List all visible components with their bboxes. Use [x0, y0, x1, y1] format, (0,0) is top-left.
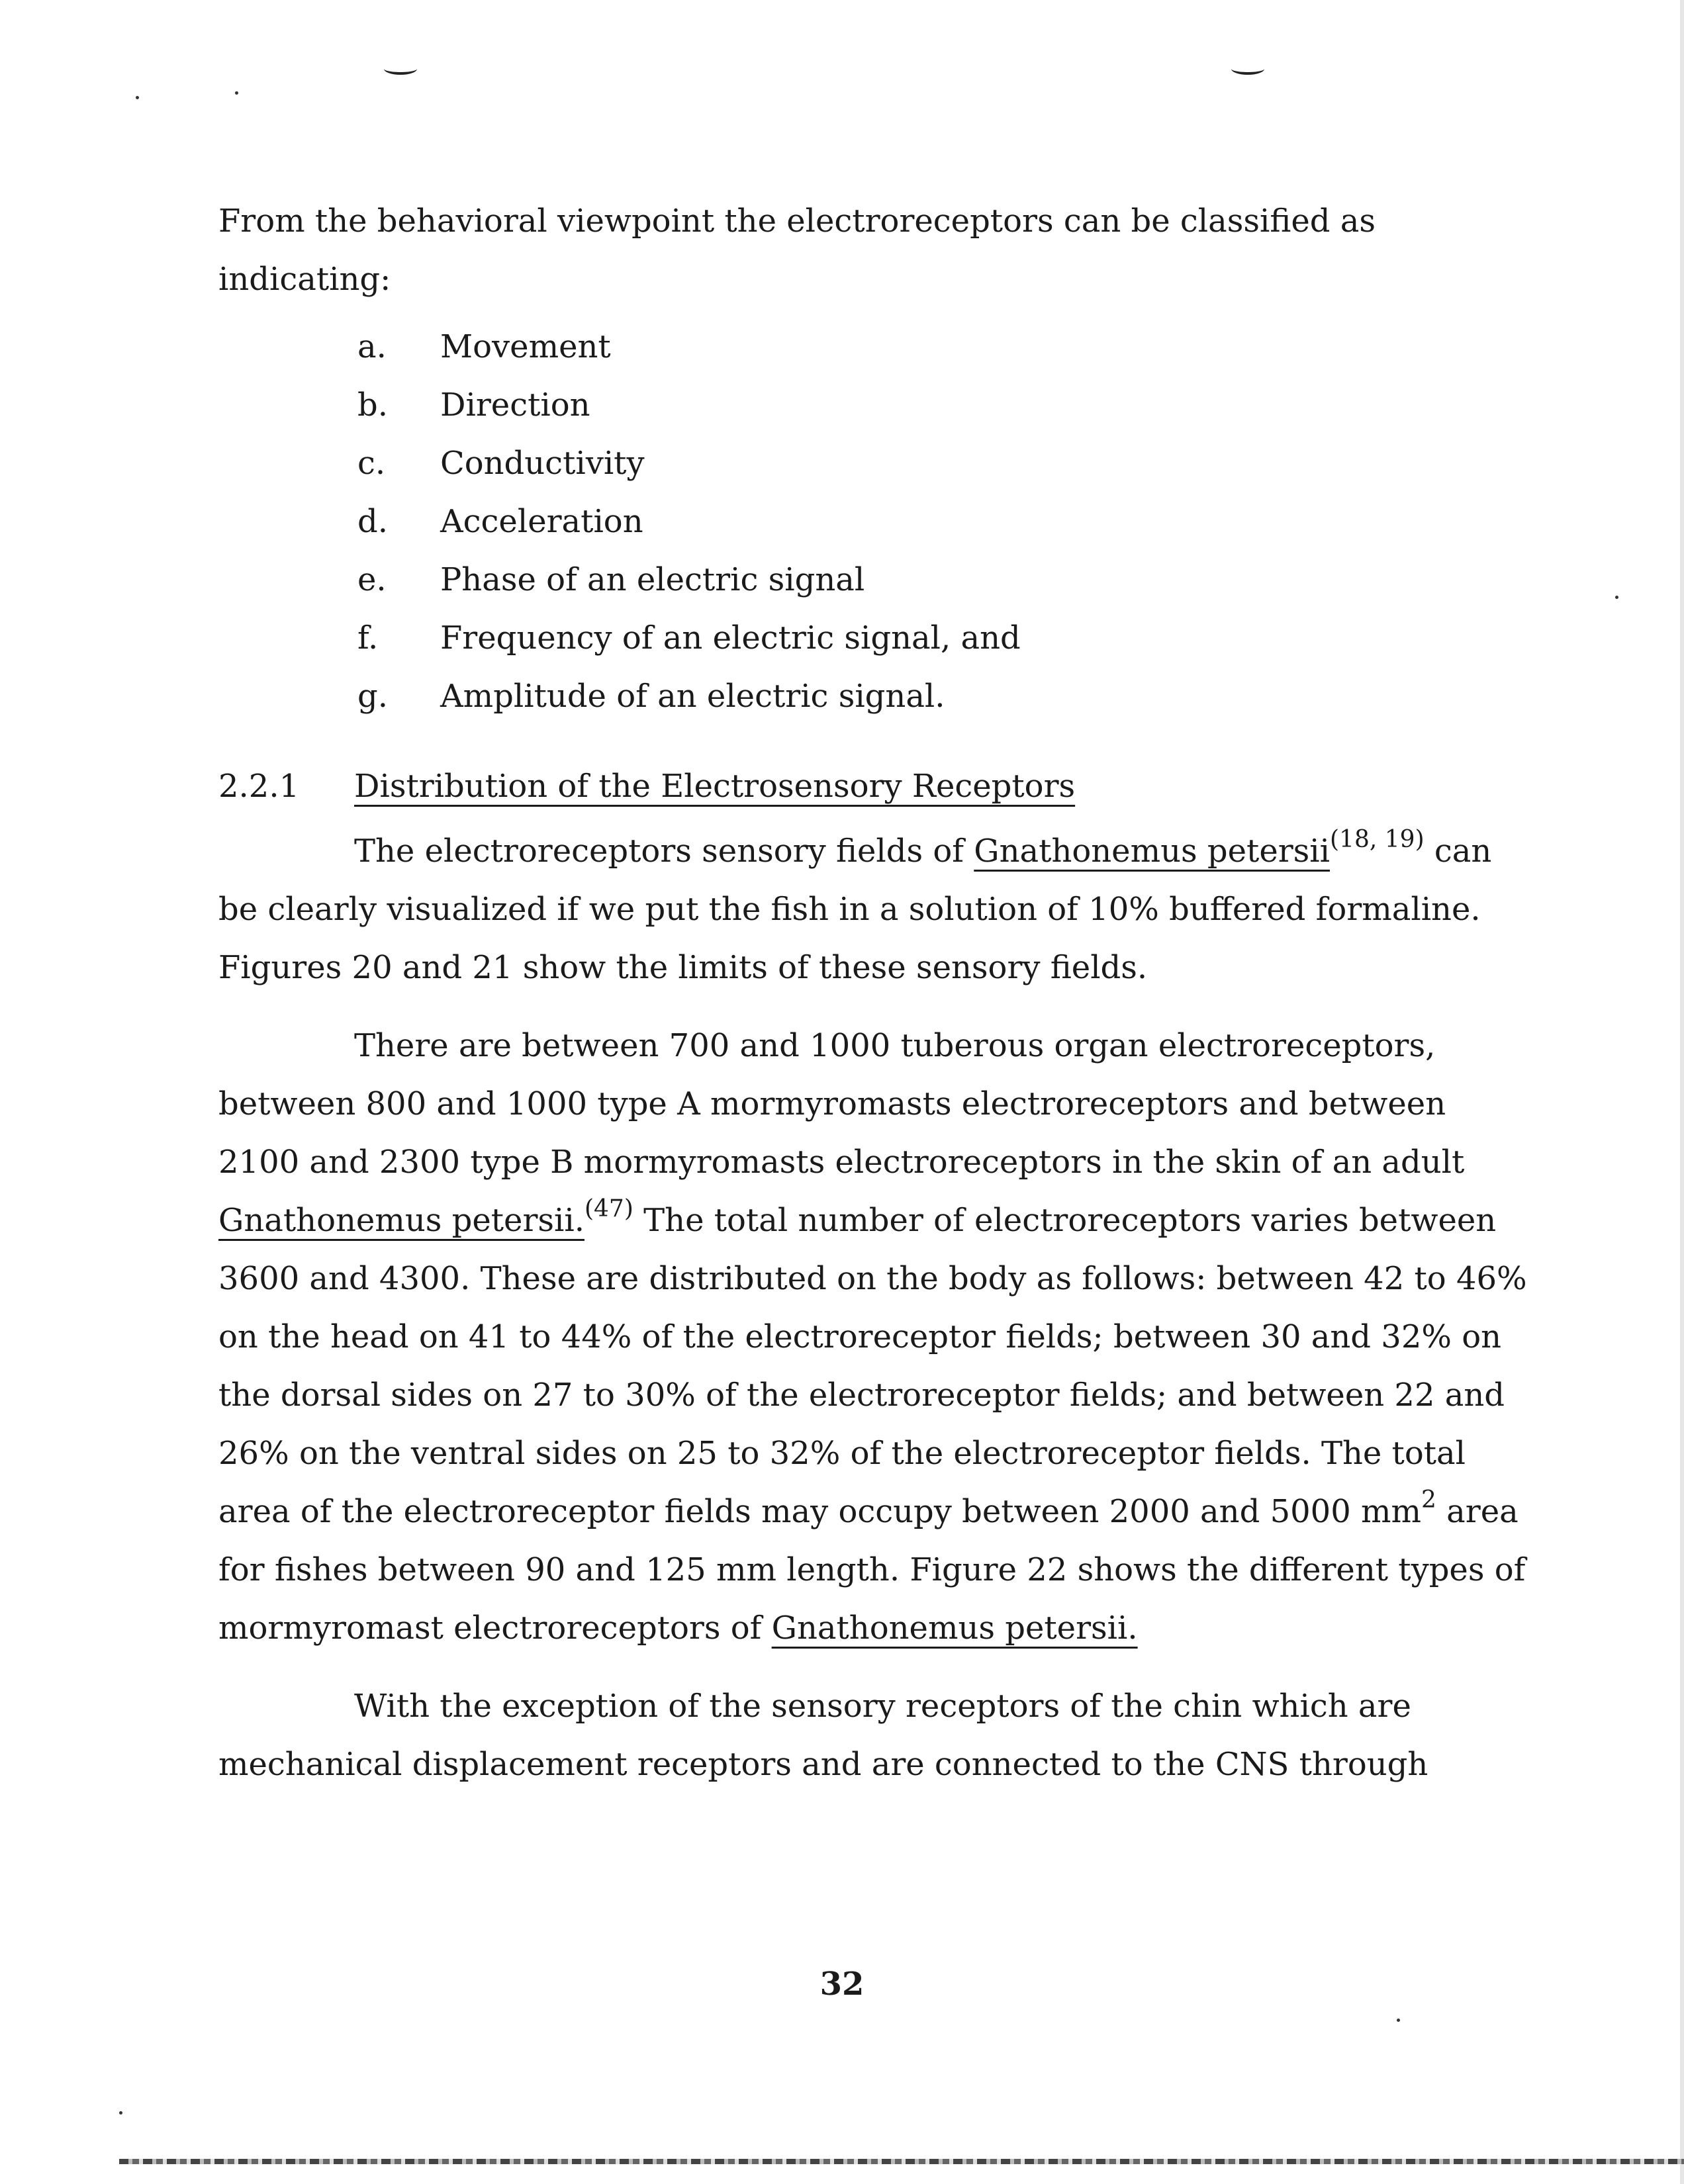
list-text: Conductivity: [440, 445, 645, 482]
classification-list: [218, 318, 1536, 725]
species-name: Gnathonemus petersii: [974, 833, 1331, 870]
list-item: [218, 318, 1536, 376]
section-heading: [218, 757, 1536, 815]
reference-marker: (47): [584, 1195, 633, 1222]
list-letter: g.: [357, 678, 388, 715]
list-text: Movement: [440, 328, 611, 365]
list-text: Phase of an electric signal: [440, 561, 865, 598]
list-text: Direction: [440, 387, 590, 424]
paragraph-chin-receptors: With the exception of the sensory receptors of the chin which are mechanical displacement receptors and are connected to the CNS through: [218, 1688, 1428, 1783]
paragraph-sensory-fields: [218, 822, 1536, 997]
scan-speck: [235, 91, 238, 95]
paragraph-text: There are between 700 and 1000 tuberous organ electroreceptors, between 800 and 1000 type A mormyromasts electroreceptors and between 2100 and 2300 type B mormyromasts electroreceptors in the skin of an adult: [218, 1027, 1465, 1181]
species-name: Gnathonemus petersii.: [218, 1202, 585, 1239]
reference-marker: (18, 19): [1330, 826, 1425, 853]
list-letter: e.: [357, 561, 387, 598]
section-number: 2.2.1: [218, 768, 300, 805]
scan-speck: [1397, 2019, 1400, 2022]
list-letter: f.: [357, 619, 379, 657]
superscript-squared: 2: [1421, 1486, 1436, 1514]
list-item: [218, 376, 1536, 434]
list-item: [218, 492, 1536, 551]
list-letter: b.: [357, 387, 388, 424]
scan-speck: [119, 2111, 122, 2115]
scan-right-edge: [1680, 0, 1684, 2184]
list-item: [218, 434, 1536, 492]
list-item: [218, 609, 1536, 667]
scan-speck: [1615, 596, 1618, 599]
paragraph-gap: [218, 997, 1536, 1017]
section-title: Distribution of the Electrosensory Receptors: [354, 768, 1076, 805]
intro-paragraph: From the behavioral viewpoint the electroreceptors can be classified as indicating:: [218, 203, 1376, 298]
paragraph-text: can be clearly visualized if we put the fish in a solution of 10% buffered formaline. Figures 20 and 21 show the limits of these sensory fields.: [218, 833, 1492, 986]
paragraph-text: The electroreceptors sensory fields of: [354, 833, 974, 870]
scan-speck: [136, 96, 139, 99]
list-letter: a.: [357, 328, 387, 365]
list-text: Amplitude of an electric signal.: [440, 678, 945, 715]
paragraph-text: area for fishes between 90 and 125 mm length. Figure 22 shows the different types of mormyromast electroreceptors of: [218, 1493, 1526, 1647]
list-letter: d.: [357, 503, 388, 540]
paragraph-receptor-counts: [218, 1017, 1536, 1657]
list-letter: c.: [357, 445, 386, 482]
paragraph-gap: [218, 1657, 1536, 1677]
binding-mark-left: [384, 63, 417, 75]
list-text: Acceleration: [440, 503, 643, 540]
body-text: [218, 192, 1536, 1794]
paragraph-text: The total number of electroreceptors varies between 3600 and 4300. These are distributed on the body as follows: between 42 to 46% on the head on 41 to 44% of the electroreceptor fields; between 30 and 32% on the dorsal sides on 27 to 30% of the electroreceptor fields; and between 22 and 26% on the ventral sides on 25 to 32% of the electroreceptor fields. The total area of the electroreceptor fields may occupy between 2000 and 5000 mm: [218, 1202, 1527, 1530]
binding-mark-right: [1231, 63, 1264, 75]
list-text: Frequency of an electric signal, and: [440, 619, 1021, 657]
scan-bottom-edge: [119, 2159, 1684, 2164]
list-item: [218, 667, 1536, 725]
species-name: Gnathonemus petersii.: [771, 1610, 1138, 1647]
page-number: 32: [819, 1966, 865, 2003]
list-item: [218, 551, 1536, 609]
